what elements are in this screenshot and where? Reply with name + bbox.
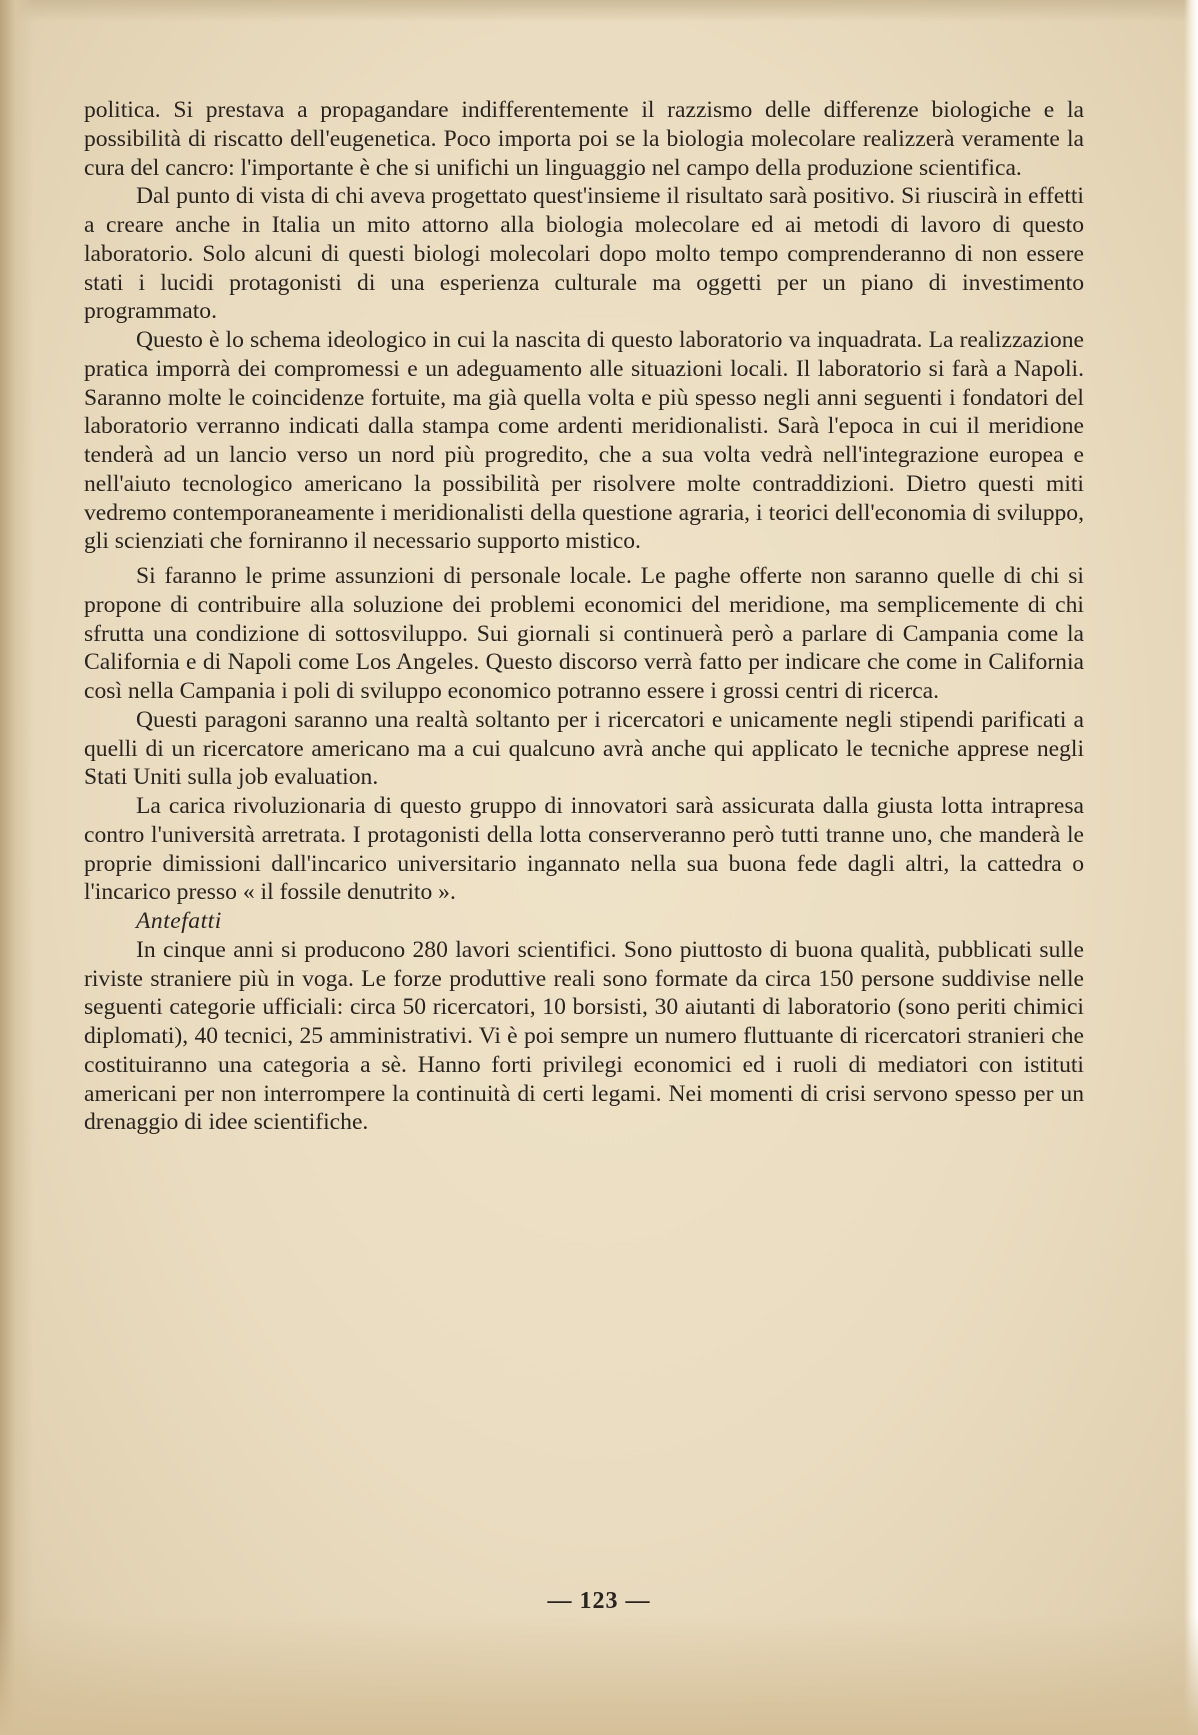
- page-number: — 123 —: [547, 1588, 651, 1614]
- paragraph: Questi paragoni saranno una realtà soltanto per i ricercatori e unicamente negli stipendi parificati a quelli di un ricercatore americano ma a cui qualcuno avrà anche qui applicato le tecniche apprese negli Stati Uniti sulla job evaluation.: [84, 706, 1084, 791]
- page-edge-right: [1184, 0, 1198, 1735]
- paragraph: Dal punto di vista di chi aveva progettato quest'insieme il risultato sarà positivo. Si riuscirà in effetti a creare anche in Italia un mito attorno alla biologia molecolare ed ai metodi di lavoro di questo laboratorio. Solo alcuni di questi biologi molecolari dopo molto tempo comprenderanno di non essere stati i lucidi protagonisti di una esperienza culturale ma oggetti per un piano di investimento programmato.: [84, 183, 1084, 325]
- page-shadow-left: [0, 0, 34, 1735]
- paragraph: Questo è lo schema ideologico in cui la nascita di questo laboratorio va inquadrata. La realizzazione pratica imporrà dei compromessi e un adeguamento alle situazioni locali. Il laboratorio si farà a Napoli. Saranno molte le coincidenze fortuite, ma già quella volta e più spesso negli anni seguenti i fondatori del laboratorio verranno indicati dalla stampa come ardenti meridionalisti. Sarà l'epoca in cui il meridione tenderà ad un lancio verso un nord più progredito, che a sua volta vedrà nell'integrazione europea e nell'aiuto tecnologico americano la possibilità per risolvere molte contraddizioni. Dietro questi miti vedremo contemporaneamente i meridionalisti della questione agraria, i teorici dell'economia di sviluppo, gli scienziati che forniranno il necessario supporto mistico.: [84, 327, 1084, 555]
- page-shadow-bottom: [0, 1615, 1198, 1735]
- paragraph-continued: politica. Si prestava a propagandare indifferentemente il razzismo delle differenze biologiche e la possibilità di riscatto dell'eugenetica. Poco importa poi se la biologia molecolare realizzerà veramente la cura del cancro: l'importante è che si unifichi un linguaggio nel campo della produzione scientifica.: [84, 97, 1084, 181]
- body-text: [84, 96, 1084, 1137]
- paragraph: La carica rivoluzionaria di questo gruppo di innovatori sarà assicurata dalla giusta lotta intrapresa contro l'università arretrata. I protagonisti della lotta conserveranno però tutti tranne uno, che manderà le proprie dimissioni dall'incarico universitario ingannato nella sua buona fede dagli altri, la cattedra o l'incarico presso « il fossile denutrito ».: [84, 793, 1084, 906]
- page-shadow-top: [0, 0, 1198, 22]
- paragraph: In cinque anni si producono 280 lavori scientifici. Sono piuttosto di buona qualità, pubblicati sulle riviste straniere più in voga. Le forze produttive reali sono formate da circa 150 persone suddivise nelle seguenti categorie ufficiali: circa 50 ricercatori, 10 borsisti, 30 aiutanti di laboratorio (sono periti chimici diplomati), 40 tecnici, 25 amministrativi. Vi è poi sempre un numero fluttuante di ricercatori stranieri che costituiranno una categoria a sè. Hanno forti privilegi economici ed i ruoli di mediatori con istituti americani per non interrompere la continuità di certi legami. Nei momenti di crisi servono spesso per un drenaggio di idee scientifiche.: [84, 936, 1084, 1136]
- paragraph: Si faranno le prime assunzioni di personale locale. Le paghe offerte non saranno quelle di chi si propone di contribuire alla soluzione dei problemi economici del meridione, ma semplicemente di chi sfrutta una condizione di sottosviluppo. Sui giornali si continuerà però a parlare di Campania come la California e di Napoli come Los Angeles. Questo discorso verrà fatto per indicare che come in California così nella Campania i poli di sviluppo economico potranno essere i grossi centri di ricerca.: [84, 563, 1084, 704]
- section-heading: Antefatti: [136, 908, 222, 934]
